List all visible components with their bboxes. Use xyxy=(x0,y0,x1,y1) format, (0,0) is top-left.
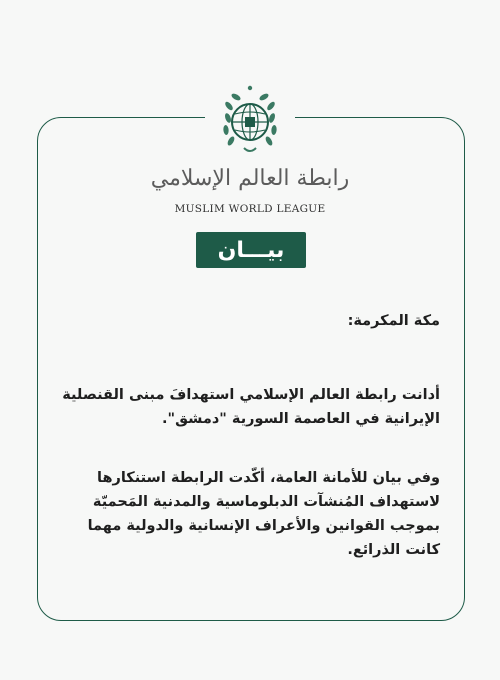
logo-english-text: MUSLIM WORLD LEAGUE xyxy=(174,203,326,215)
logo-arabic-text: رابطة العالم الإسلامي xyxy=(150,166,350,191)
location-dateline: مكة المكرمة: xyxy=(347,313,440,329)
paragraph-1: أدانت رابطة العالم الإسلامي استهدافَ مبنى القنصلية الإيرانية في العاصمة السورية "دمشق". xyxy=(62,387,440,427)
paragraph-2: وفي بيان للأمانة العامة، أكّدت الرابطة استنكارها لاستهداف المُنشآت الدبلوماسية والمدنية المَحميّة بموجب القوانين والأعراف الإنسانية والدولية مهما كانت الذرائع. xyxy=(87,470,440,558)
mwl-emblem-icon xyxy=(220,84,280,158)
statement-label: بيـــان xyxy=(196,232,306,268)
